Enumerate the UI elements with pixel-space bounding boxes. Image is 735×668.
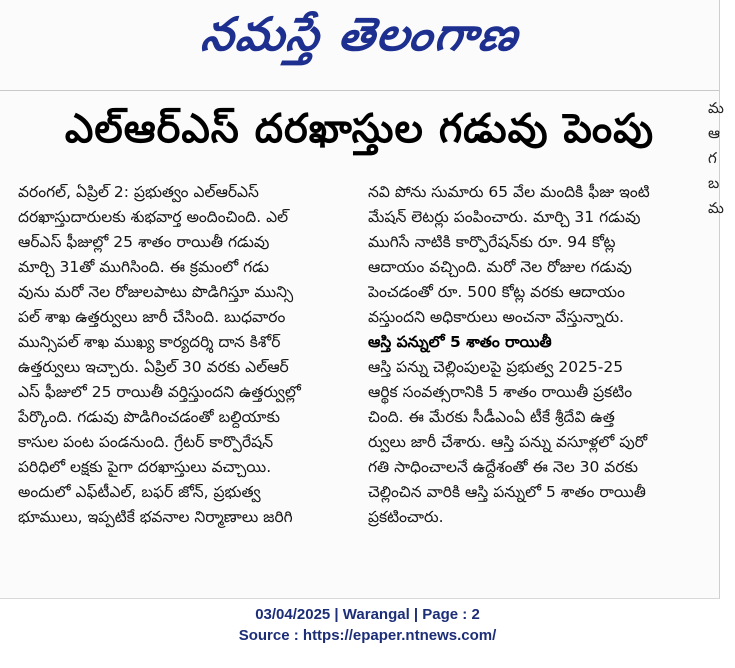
article-line: అందులో ఎఫ్‌టీఎల్, బఫర్ జోన్, ప్రభుత్వ xyxy=(18,483,261,501)
article-line: ఆదాయం వచ్చింది. మరో నెల రోజుల గడువు xyxy=(368,258,632,276)
article-subheading: ఆస్తి పన్నులో 5 శాతం రాయితీ xyxy=(368,333,552,351)
article-line: పరిధిలో లక్షకు పైగా దరఖాస్తులు వచ్చాయి. xyxy=(18,458,272,476)
fragment-char: మ xyxy=(708,99,724,117)
article-line: నవి పోను సుమారు 65 వేల మందికి ఫీజు ఇంటి xyxy=(368,183,650,201)
masthead-title: నమస్తే తెలంగాణ xyxy=(197,7,523,61)
article-line: ముగిసే నాటికి కార్పొరేషన్‌కు రూ. 94 కోట్ల xyxy=(368,233,616,251)
article-line: పేర్కొంది. గడువు పొడిగించడంతో బల్దియాకు xyxy=(18,408,281,426)
article-right-column xyxy=(368,180,708,530)
article-line: ర్వులు జారీ చేశారు. ఆస్తి పన్ను వసూళ్లలో పురో xyxy=(368,433,648,451)
article-line: ప్రకటించారు. xyxy=(368,508,444,526)
fragment-char: గ xyxy=(708,149,717,167)
article-left-column xyxy=(18,180,358,530)
article-line: వును మరో నెల రోజులపాటు పొడిగిస్తూ మున్సి xyxy=(18,283,294,301)
article-line: పల్ శాఖ ఉత్తర్వులు జారీ చేసింది. బుధవారం xyxy=(18,308,286,326)
article-line: దరఖాస్తుదారులకు శుభవార్త అందించింది. ఎల్ xyxy=(18,208,289,226)
article-line: మున్సిపల్ శాఖ ముఖ్య కార్యదర్శి దాన కిశోర్ xyxy=(18,333,281,351)
masthead-divider xyxy=(0,90,719,91)
article-line: పెంచడంతో రూ. 500 కోట్ల వరకు ఆదాయం xyxy=(368,283,625,301)
article-line: ఆర్‌ఎస్ ఫీజుల్లో 25 శాతం రాయితీ గడువు xyxy=(18,233,270,251)
fragment-char: బ xyxy=(708,174,720,192)
footer-source: Source : https://epaper.ntnews.com/ xyxy=(238,627,497,644)
article-line: ఆర్థిక సంవత్సరానికి 5 శాతం రాయితీ ప్రకటిం xyxy=(368,383,633,401)
article-line: చెల్లించిన వారికి ఆస్తి పన్నులో 5 శాతం రాయితీ xyxy=(368,483,646,501)
fragment-char: మ xyxy=(708,199,724,217)
fragment-char: ఆ xyxy=(708,124,720,142)
article-line: మేషన్ లెటర్లు పంపించారు. మార్చి 31 గడువు xyxy=(368,208,641,226)
article-line: కాసుల పంట పండనుంది. గ్రేటర్ కార్పొరేషన్ xyxy=(18,433,274,451)
article-line: మార్చి 31తో ముగిసింది. ఈ క్రమంలో గడు xyxy=(18,258,270,276)
article-headline: ఎల్‌ఆర్‌ఎస్ దరఖాస్తుల గడువు పెంపు xyxy=(64,106,655,152)
newspaper-masthead xyxy=(0,0,719,80)
adjacent-column-fragment xyxy=(708,96,724,221)
article-line: ఎస్ ఫీజులో 25 రాయితీ వర్తిస్తుందని ఉత్తర్వుల్లో xyxy=(18,383,301,401)
article-line: చింది. ఈ మేరకు సీడీఎంఏ టీకే శ్రీదేవి ఉత్త xyxy=(368,408,615,426)
article-line: ఆస్తి పన్ను చెల్లింపులపై ప్రభుత్వ 2025-25 xyxy=(368,358,624,376)
article-line: వరంగల్, ఏప్రిల్ 2: ప్రభుత్వం ఎల్‌ఆర్‌ఎస్ xyxy=(18,183,259,201)
article-line: ఉత్తర్వులు ఇచ్చారు. ఏప్రిల్ 30 వరకు ఎల్‌ఆర్ xyxy=(18,358,289,376)
footer-date-edition: 03/04/2025 | Warangal | Page : 2 xyxy=(255,606,480,623)
article-line: భూములు, ఇప్పటికే భవనాల నిర్మాణాలు జరిగి xyxy=(18,508,293,526)
article-line: గతి సాధించాలనే ఉద్దేశంతో ఈ నెల 30 వరకు xyxy=(368,458,638,476)
article-line: వస్తుందని అధికారులు అంచనా వేస్తున్నారు. xyxy=(368,308,625,326)
